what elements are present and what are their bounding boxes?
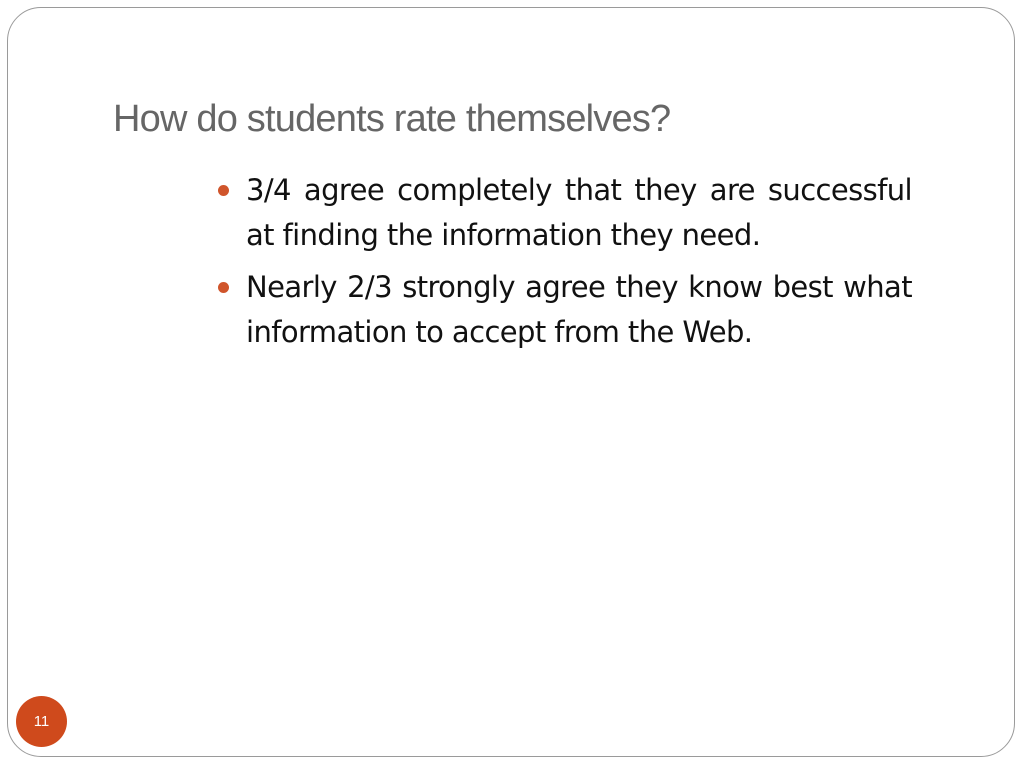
bullet-text: 3/4 agree completely that they are successful at finding the information they need. <box>246 173 912 252</box>
bullet-item <box>218 168 912 257</box>
page-number-badge <box>16 696 67 747</box>
bullet-dot-icon <box>218 185 229 196</box>
page-number: 11 <box>33 713 50 730</box>
slide-title: How do students rate themselves? <box>113 98 671 140</box>
bullet-dot-icon <box>218 282 229 293</box>
bullet-list <box>218 168 912 362</box>
bullet-text: Nearly 2/3 strongly agree they know best what information to accept from the Web. <box>246 270 912 349</box>
bullet-item <box>218 265 912 354</box>
